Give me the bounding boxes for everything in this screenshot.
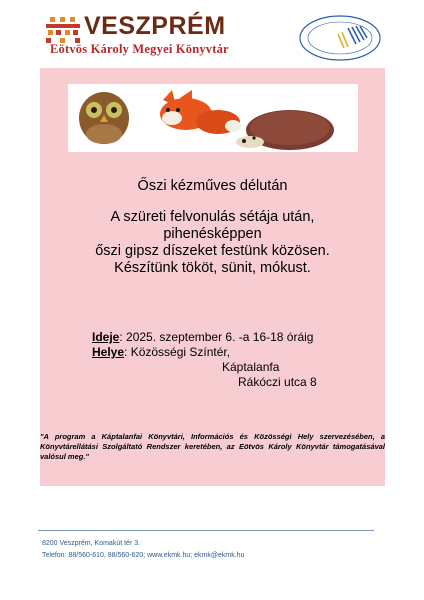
location-village: Káptalanfa [222,360,280,374]
letterhead [0,0,424,70]
library-logo-icon [46,17,80,45]
location-value: : Közösségi Színtér, [124,345,231,359]
event-location [92,345,317,360]
event-poster [40,68,385,486]
description-line: őszi gipsz díszeket festünk közösen. [95,243,330,259]
footer-contact: Telefon: 88/560-610, 88/560-620; www.ekmk.hu; ekmk@ekmk.hu [42,552,245,559]
sponsor-note: "A program a Káptalanfai Könyvtári, Információs és Közösségi Hely szervezésében, a Könyvtárellátási Szolgáltató Rendszer keretében, az Eötvös Károly Könyvtár támogatásával valósul meg." [40,432,385,461]
event-details [92,330,317,390]
location-label: Helye [92,345,125,359]
craft-figures-image [68,84,358,152]
description-line: pihenésképpen [163,226,262,242]
event-title: Őszi kézműves délután [137,178,288,194]
event-description [60,209,365,277]
library-logo-subtitle: Eötvös Károly Megyei Könyvtár [50,42,229,56]
location-street: Rákóczi utca 8 [238,375,317,389]
time-value: : 2025. szeptember 6. -a 16-18 óráig [119,330,314,344]
kszr-badge-icon [298,14,382,62]
event-time [92,330,317,345]
footer-address: 8200 Veszprém, Komakút tér 3. [42,540,141,547]
footer-divider [38,530,374,531]
description-line: Készítünk tököt, sünit, mókust. [114,260,311,276]
footer [42,538,244,562]
library-logo-title: VESZPRÉM [84,12,226,40]
time-label: Ideje [92,330,120,344]
description-line: A szüreti felvonulás sétája után, [110,209,315,225]
